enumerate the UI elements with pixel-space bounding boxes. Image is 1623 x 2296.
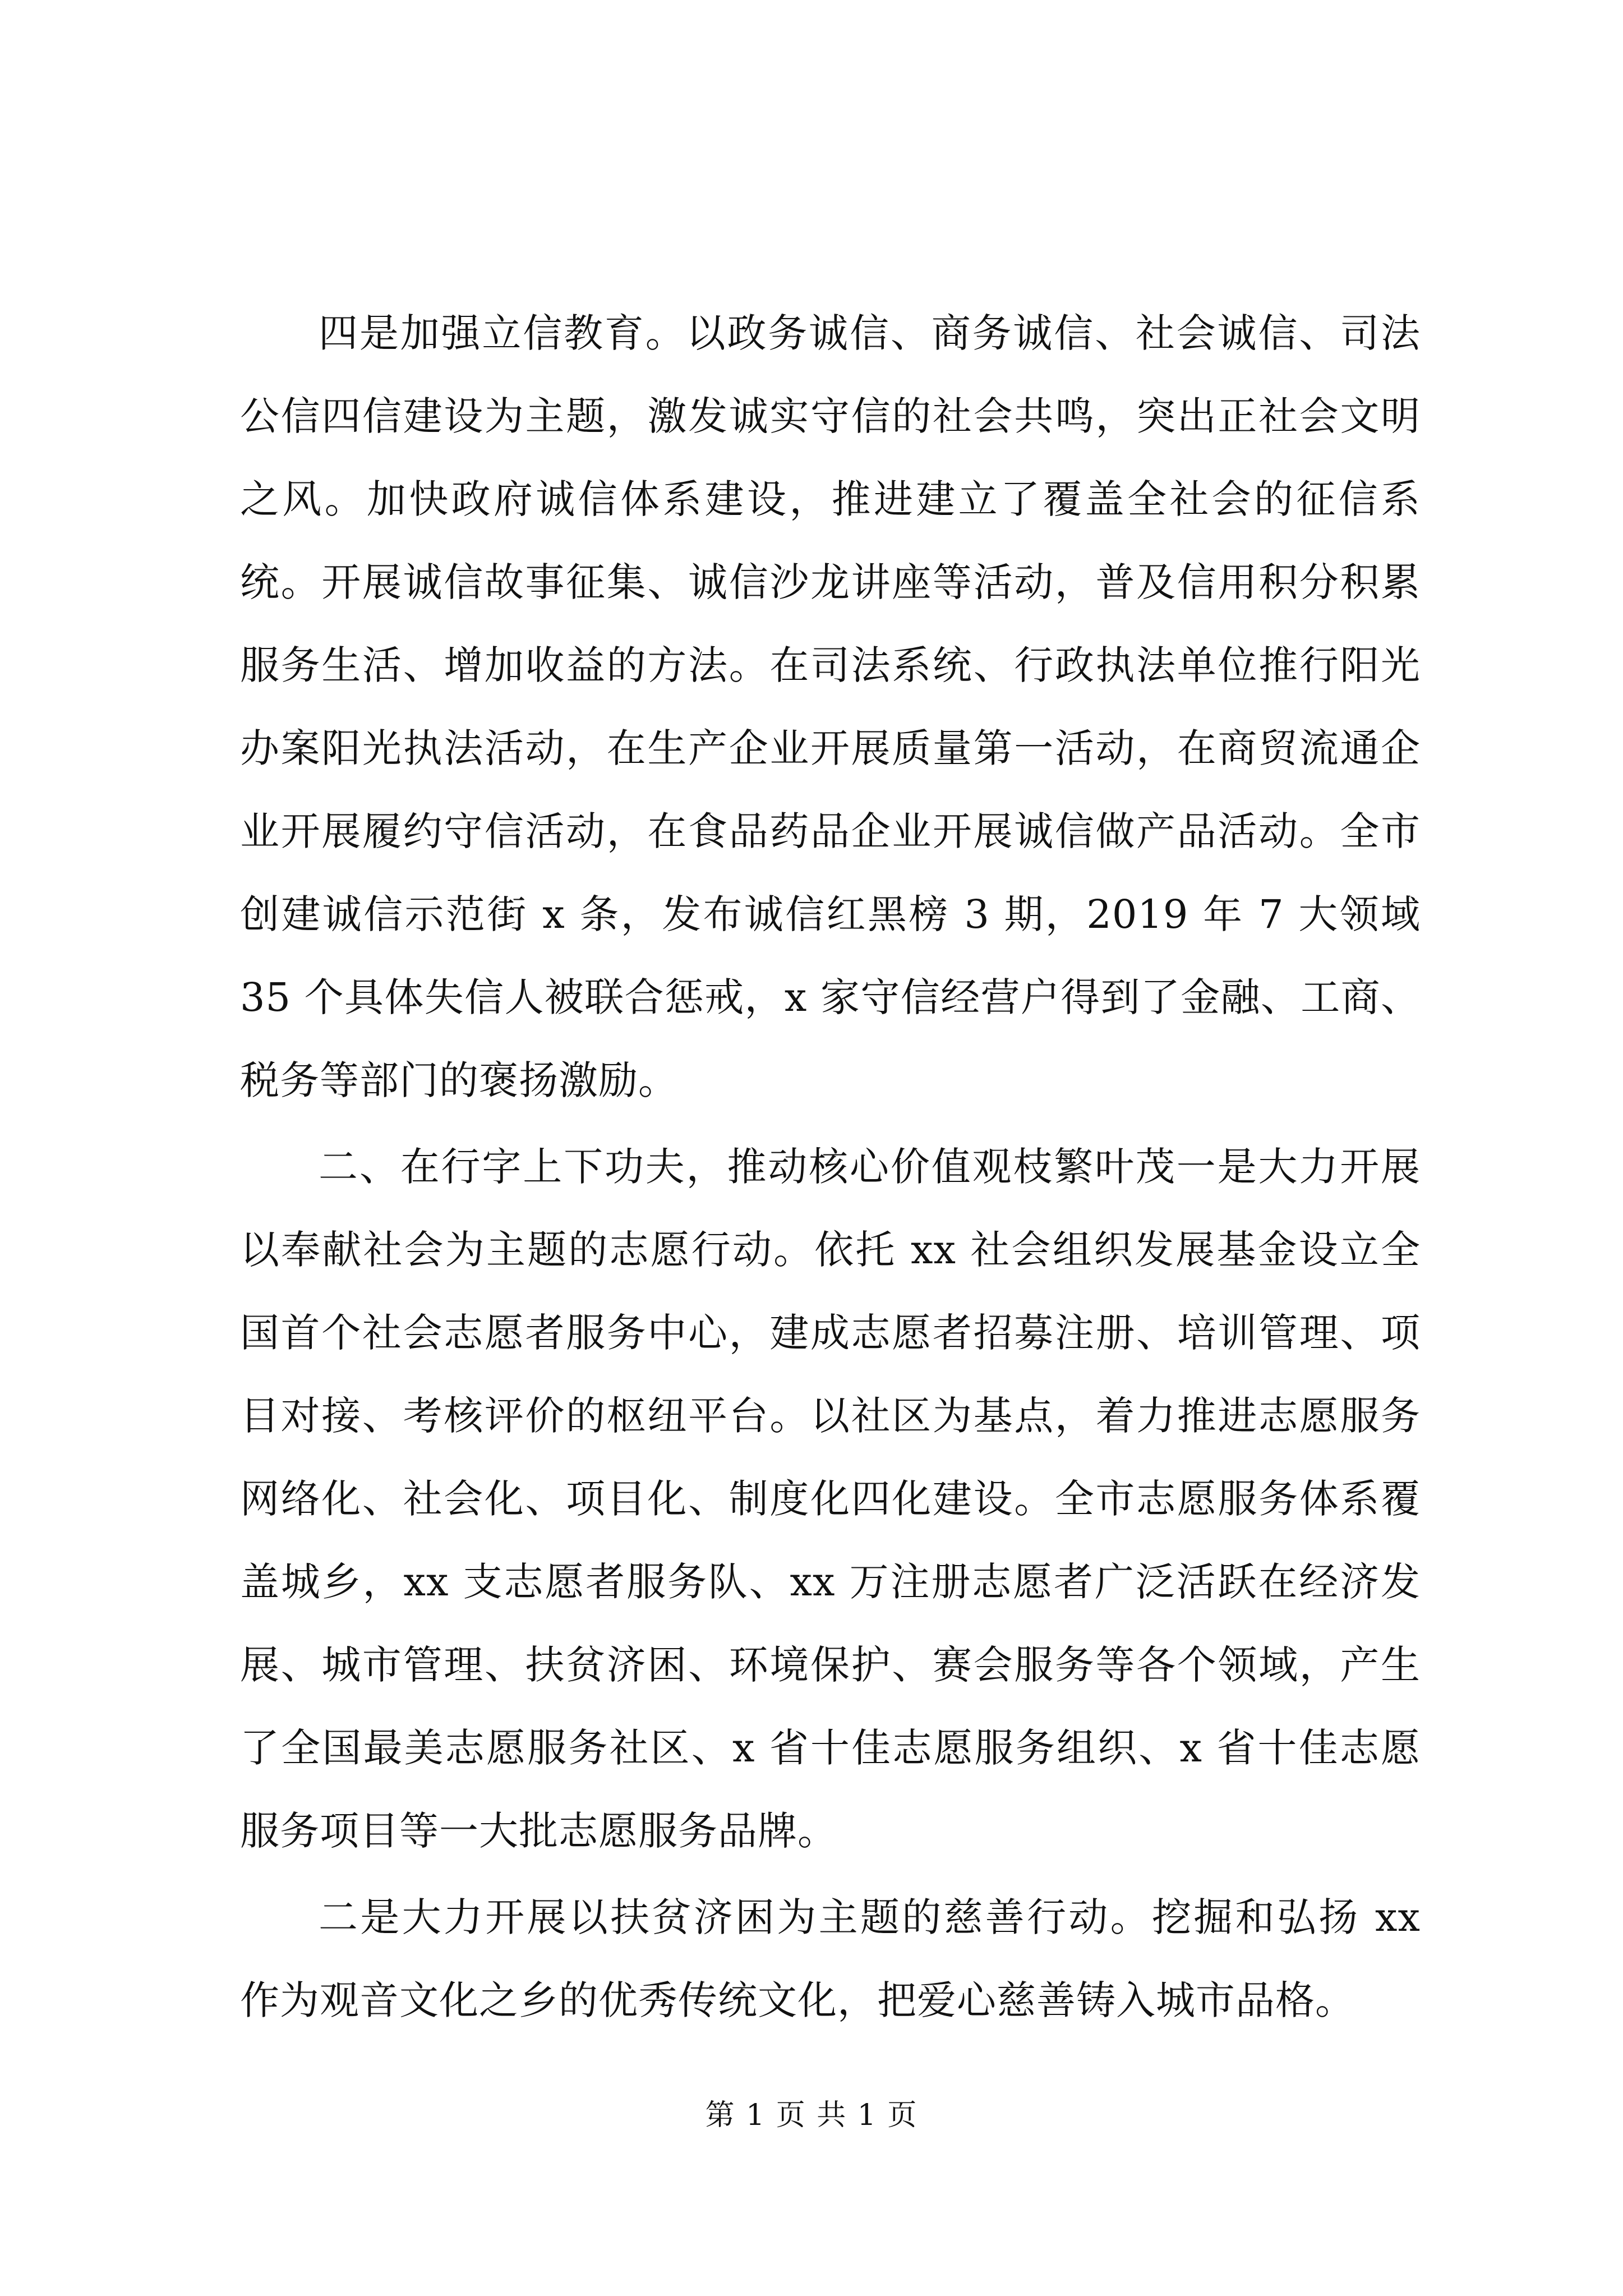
paragraph-volunteer-action: 二、在行字上下功夫，推动核心价值观枝繁叶茂一是大力开展以奉献社会为主题的志愿行动。依托 xx 社会组织发展基金设立全国首个社会志愿者服务中心，建成志愿者招募注册、培训管理、项目对接、考核评价的枢纽平台。以社区为基点，着力推进志愿服务网络化、社会化、项目化、制度化四化建设。全市志愿服务体系覆盖城乡，xx 支志愿者服务队、xx 万注册志愿者广泛活跃在经济发展、城市管理、扶贫济困、环境保护、赛会服务等各个领域，产生了全国最美志愿服务社区、x 省十佳志愿服务组织、x 省十佳志愿服务项目等一大批志愿服务品牌。 <box>240 1144 1421 1854</box>
paragraph-charity-action: 二是大力开展以扶贫济困为主题的慈善行动。挖掘和弘扬 xx 作为观音文化之乡的优秀传统文化，把爱心慈善铸入城市品格。 <box>240 1894 1421 2023</box>
paragraph-integrity-education: 四是加强立信教育。以政务诚信、商务诚信、社会诚信、司法公信四信建设为主题，激发诚实守信的社会共鸣，突出正社会文明之风。加快政府诚信体系建设，推进建立了覆盖全社会的征信系统。开展诚信故事征集、诚信沙龙讲座等活动，普及信用积分积累服务生活、增加收益的方法。在司法系统、行政执法单位推行阳光办案阳光执法活动，在生产企业开展质量第一活动，在商贸流通企业开展履约守信活动，在食品药品企业开展诚信做产品活动。全市创建诚信示范街 x 条，发布诚信红黑榜 3 期，2019 年 7 大领域 35 个具体失信人被联合惩戒，x 家守信经营户得到了金融、工商、税务等部门的褒扬激励。 <box>240 310 1421 1103</box>
document-body <box>240 292 1421 2045</box>
page-number-footer: 第 1 页 共 1 页 <box>705 2099 918 2132</box>
